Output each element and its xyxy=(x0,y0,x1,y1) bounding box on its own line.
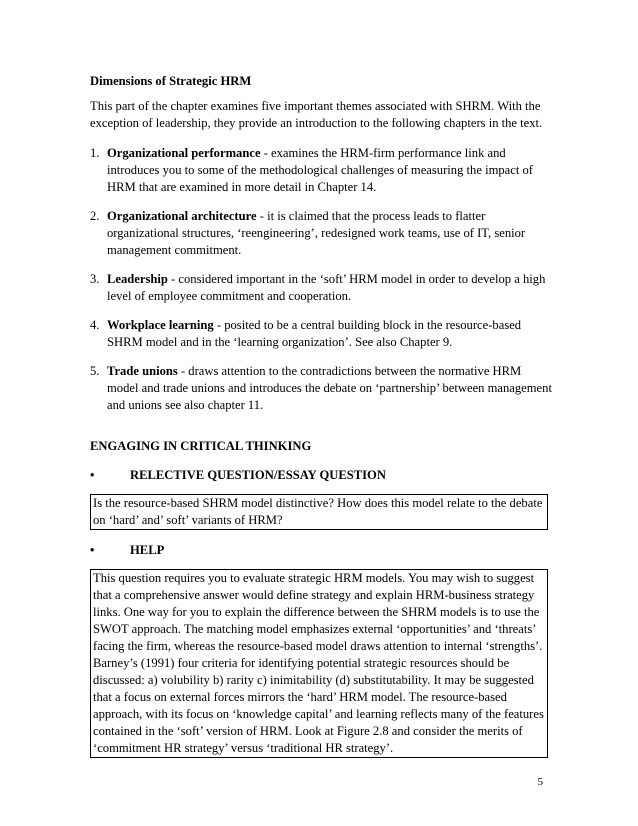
document-page xyxy=(90,73,552,770)
bullet-icon: • xyxy=(90,543,95,557)
item-number: 2. xyxy=(90,209,100,223)
page-number: 5 xyxy=(537,776,543,788)
item-number: 1. xyxy=(90,146,100,160)
list-item xyxy=(90,363,552,414)
question-bullet-row xyxy=(90,467,552,484)
item-term: Workplace learning xyxy=(107,318,214,332)
question-label: RELECTIVE QUESTION/ESSAY QUESTION xyxy=(130,468,386,482)
item-term: Leadership xyxy=(107,272,168,286)
help-label: HELP xyxy=(130,543,165,557)
item-term: Trade unions xyxy=(107,364,178,378)
item-term: Organizational performance xyxy=(107,146,261,160)
item-number: 3. xyxy=(90,272,100,286)
list-item xyxy=(90,145,552,196)
item-text: - posited to be a central building block in the resource-based SHRM model and in the ‘learning organization’. See also Chapter 9. xyxy=(107,318,522,349)
section-heading: Dimensions of Strategic HRM xyxy=(90,74,252,88)
item-text: - considered important in the ‘soft’ HRM model in order to develop a high level of employee commitment and cooperation. xyxy=(107,272,546,303)
item-text: - examines the HRM-firm performance link and introduces you to some of the methodological challenges of measuring the impact of HRM that are examined in more detail in Chapter 14. xyxy=(107,146,533,194)
critical-thinking-title: ENGAGING IN CRITICAL THINKING xyxy=(90,439,312,453)
item-text: - draws attention to the contradictions between the normative HRM model and trade unions and introduces the debate on ‘partnership’ between management and unions see also chapter 11. xyxy=(107,364,552,412)
help-box: This question requires you to evaluate strategic HRM models. You may wish to suggest that a comprehensive answer would define strategy and explain HRM-business strategy links. One way for you to explain the difference between the SHRM models is to use the SWOT approach. The matching model emphasizes external ‘opportunities’ and ‘threats’ facing the firm, whereas the resource-based model draws attention to internal ‘strengths’. Barney’s (1991) four criteria for identifying potential strategic resources should be discussed: a) volubility b) rarity c) inimitability (d) substitutability. It may be suggested that a focus on external forces mirrors the ‘hard’ HRM model. The resource-based approach, with its focus on ‘knowledge capital’ and learning reflects many of the features contained in the ‘soft’ version of HRM. Look at Figure 2.8 and consider the merits of ‘commitment HR strategy’ versus ‘traditional HR strategy’. xyxy=(90,569,548,758)
item-number: 4. xyxy=(90,318,100,332)
intro-paragraph: This part of the chapter examines five important themes associated with SHRM. With the exception of leadership, they provide an introduction to the following chapters in the text. xyxy=(90,99,543,130)
list-item xyxy=(90,317,552,351)
help-bullet-row xyxy=(90,542,552,559)
bullet-icon: • xyxy=(90,468,95,482)
question-box: Is the resource-based SHRM model distinctive? How does this model relate to the debate on ‘hard’ and’ soft’ variants of HRM? xyxy=(90,494,548,530)
list-item xyxy=(90,271,552,305)
item-number: 5. xyxy=(90,364,100,378)
list-item xyxy=(90,208,552,259)
themes-list xyxy=(90,145,552,414)
item-text: - it is claimed that the process leads to flatter organizational structures, ‘reengineering’, redesigned work teams, use of IT, senior management commitment. xyxy=(107,209,526,257)
item-term: Organizational architecture xyxy=(107,209,257,223)
